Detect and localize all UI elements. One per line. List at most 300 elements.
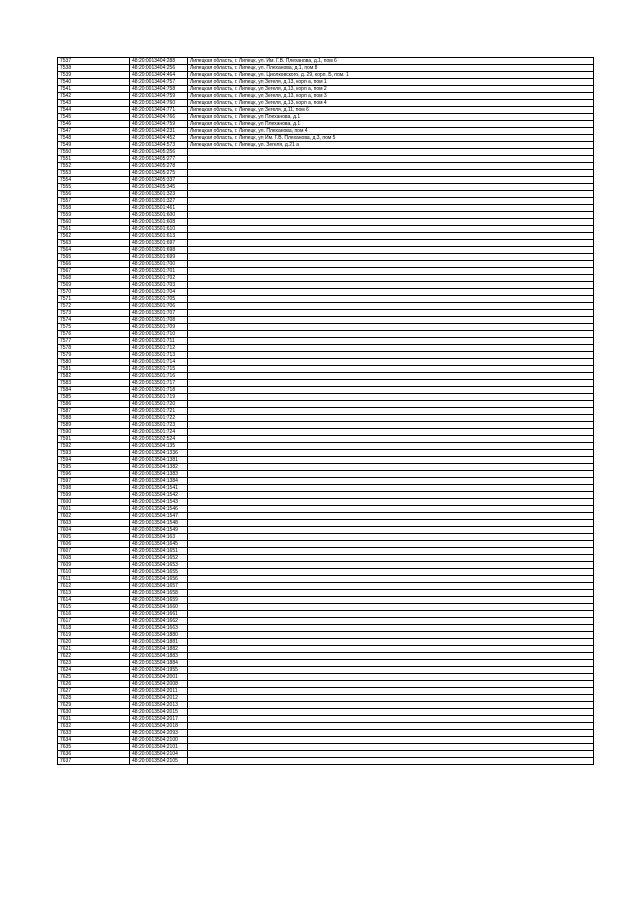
table-row [58, 506, 594, 513]
table-row [58, 289, 594, 296]
table-row [58, 457, 594, 464]
cadastral-number-cell: 48:20:0013504:1541 [130, 485, 188, 492]
cadastral-number-cell: 48:20:0013504:1336 [130, 450, 188, 457]
cadastral-number-cell: 48:20:0013501:699 [130, 254, 188, 261]
row-number-cell: 7579 [58, 352, 130, 359]
cadastral-number-cell: 48:20:0013501:710 [130, 331, 188, 338]
row-number-cell: 7547 [58, 128, 130, 135]
address-cell [188, 373, 594, 380]
cadastral-number-cell: 48:20:0013501:715 [130, 366, 188, 373]
table-row [58, 618, 594, 625]
address-cell [188, 366, 594, 373]
table-row [58, 576, 594, 583]
row-number-cell: 7593 [58, 450, 130, 457]
row-number-cell: 7635 [58, 744, 130, 751]
row-number-cell: 7545 [58, 114, 130, 121]
cadastral-number-cell: 48:20:0013501:610 [130, 226, 188, 233]
table-row [58, 513, 594, 520]
row-number-cell: 7582 [58, 373, 130, 380]
cadastral-number-cell: 48:20:0013404:766 [130, 114, 188, 121]
row-number-cell: 7603 [58, 520, 130, 527]
cadastral-number-cell: 48:20:0013501:716 [130, 373, 188, 380]
table-row [58, 254, 594, 261]
address-cell [188, 709, 594, 716]
address-cell: Липецкая область, г. Липецк, ул Зегеля, д.11, пом 6 [188, 107, 594, 114]
cadastral-number-cell: 48:20:0013504:1645 [130, 541, 188, 548]
table-row [58, 93, 594, 100]
row-number-cell: 7617 [58, 618, 130, 625]
cadastral-number-cell: 48:20:0013501:712 [130, 345, 188, 352]
cadastral-number-cell: 48:20:0013404:573 [130, 142, 188, 149]
table-row [58, 436, 594, 443]
table-row [58, 219, 594, 226]
table-row [58, 331, 594, 338]
address-cell: Липецкая область, г. Липецк, ул Зегеля, д.13, корп а, пом 3 [188, 93, 594, 100]
row-number-cell: 7606 [58, 541, 130, 548]
table-row [58, 723, 594, 730]
cadastral-number-cell: 48:20:0013404:231 [130, 128, 188, 135]
row-number-cell: 7632 [58, 723, 130, 730]
cadastral-number-cell: 48:20:0013501:697 [130, 240, 188, 247]
address-cell: Липецкая область, г. Липецк, ул. Зегеля, д.21 а [188, 142, 594, 149]
row-number-cell: 7609 [58, 562, 130, 569]
table-row [58, 205, 594, 212]
address-cell [188, 191, 594, 198]
row-number-cell: 7549 [58, 142, 130, 149]
address-cell: Липецкая область, г. Липецк, ул. Плеханова, д.1, пом 8 [188, 65, 594, 72]
address-cell [188, 737, 594, 744]
row-number-cell: 7573 [58, 310, 130, 317]
table-row [58, 422, 594, 429]
address-cell [188, 226, 594, 233]
row-number-cell: 7568 [58, 275, 130, 282]
address-cell [188, 352, 594, 359]
cadastral-number-cell: 48:20:0013501:721 [130, 408, 188, 415]
address-cell [188, 338, 594, 345]
address-cell [188, 576, 594, 583]
cadastral-number-cell: 48:20:0013504:1549 [130, 527, 188, 534]
table-row [58, 751, 594, 758]
row-number-cell: 7539 [58, 72, 130, 79]
address-cell [188, 716, 594, 723]
address-cell [188, 485, 594, 492]
table-row [58, 163, 594, 170]
address-cell [188, 548, 594, 555]
cadastral-number-cell: 48:20:0013504:1955 [130, 667, 188, 674]
cadastral-number-cell: 48:20:0013501:701 [130, 268, 188, 275]
address-cell [188, 555, 594, 562]
row-number-cell: 7576 [58, 331, 130, 338]
cadastral-number-cell: 48:20:0013504:1659 [130, 597, 188, 604]
address-cell [188, 289, 594, 296]
cadastral-number-cell: 48:20:0013405:337 [130, 177, 188, 184]
cadastral-number-cell: 48:20:0013501:718 [130, 387, 188, 394]
address-cell [188, 492, 594, 499]
table-row [58, 695, 594, 702]
address-cell [188, 303, 594, 310]
table-row [58, 590, 594, 597]
row-number-cell: 7554 [58, 177, 130, 184]
address-cell [188, 688, 594, 695]
row-number-cell: 7585 [58, 394, 130, 401]
address-cell [188, 443, 594, 450]
row-number-cell: 7596 [58, 471, 130, 478]
table-row [58, 527, 594, 534]
table-row [58, 338, 594, 345]
table-row [58, 184, 594, 191]
address-cell [188, 436, 594, 443]
row-number-cell: 7597 [58, 478, 130, 485]
address-cell [188, 667, 594, 674]
row-number-cell: 7546 [58, 121, 130, 128]
cadastral-number-cell: 48:20:0013504:1543 [130, 499, 188, 506]
cadastral-number-cell: 48:20:0013504:2017 [130, 716, 188, 723]
row-number-cell: 7630 [58, 709, 130, 716]
cadastral-number-cell: 48:20:0013504:163 [130, 534, 188, 541]
address-cell [188, 296, 594, 303]
row-number-cell: 7623 [58, 660, 130, 667]
address-cell [188, 541, 594, 548]
address-cell [188, 506, 594, 513]
table-row [58, 492, 594, 499]
address-cell [188, 429, 594, 436]
row-number-cell: 7560 [58, 219, 130, 226]
address-cell: Липецкая область, г. Липецк, ул Плеханова, д.1 [188, 121, 594, 128]
address-cell [188, 282, 594, 289]
table-row [58, 534, 594, 541]
cadastral-number-cell: 48:20:0013504:2101 [130, 744, 188, 751]
row-number-cell: 7583 [58, 380, 130, 387]
row-number-cell: 7620 [58, 639, 130, 646]
address-cell [188, 569, 594, 576]
address-cell [188, 681, 594, 688]
row-number-cell: 7555 [58, 184, 130, 191]
address-cell: Липецкая область, г. Липецк, ул Зегеля, д.13, корп а, пом 4 [188, 100, 594, 107]
table-row [58, 744, 594, 751]
table-row [58, 128, 594, 135]
row-number-cell: 7612 [58, 583, 130, 590]
address-cell [188, 177, 594, 184]
row-number-cell: 7600 [58, 499, 130, 506]
row-number-cell: 7619 [58, 632, 130, 639]
cadastral-number-cell: 48:20:0013504:1882 [130, 646, 188, 653]
address-cell [188, 583, 594, 590]
row-number-cell: 7626 [58, 681, 130, 688]
cadastral-number-cell: 48:20:0013504:1660 [130, 604, 188, 611]
address-cell [188, 471, 594, 478]
cadastral-number-cell: 48:20:0013504:1381 [130, 457, 188, 464]
cadastral-number-cell: 48:20:0013501:707 [130, 310, 188, 317]
cadastral-number-cell: 48:20:0013405:275 [130, 170, 188, 177]
table-row [58, 639, 594, 646]
table-row [58, 583, 594, 590]
cadastral-number-cell: 48:20:0013504:2100 [130, 737, 188, 744]
table-row [58, 464, 594, 471]
row-number-cell: 7608 [58, 555, 130, 562]
table-row [58, 100, 594, 107]
table-row [58, 65, 594, 72]
table-row [58, 429, 594, 436]
address-cell [188, 660, 594, 667]
row-number-cell: 7618 [58, 625, 130, 632]
cadastral-number-cell: 48:20:0013405:278 [130, 163, 188, 170]
row-number-cell: 7567 [58, 268, 130, 275]
table-row [58, 604, 594, 611]
table-row [58, 702, 594, 709]
row-number-cell: 7595 [58, 464, 130, 471]
table-row [58, 401, 594, 408]
row-number-cell: 7559 [58, 212, 130, 219]
address-cell [188, 639, 594, 646]
address-cell: Липецкая область, г. Липецк, ул. Циолковского, д. 29, корп. Б, пом. 1 [188, 72, 594, 79]
row-number-cell: 7604 [58, 527, 130, 534]
row-number-cell: 7552 [58, 163, 130, 170]
table-row [58, 268, 594, 275]
cadastral-number-cell: 48:20:0013504:135 [130, 443, 188, 450]
address-cell [188, 730, 594, 737]
cadastral-number-cell: 48:20:0013501:722 [130, 415, 188, 422]
row-number-cell: 7537 [58, 58, 130, 65]
row-number-cell: 7553 [58, 170, 130, 177]
row-number-cell: 7624 [58, 667, 130, 674]
row-number-cell: 7571 [58, 296, 130, 303]
table-row [58, 709, 594, 716]
row-number-cell: 7562 [58, 233, 130, 240]
address-cell: Липецкая область, г. Липецк, ул Им. Г.В. Плеханова, д.3, пом 5 [188, 135, 594, 142]
address-cell [188, 534, 594, 541]
cadastral-number-cell: 48:20:0013504:2093 [130, 730, 188, 737]
cadastral-number-cell: 48:20:0013404:464 [130, 72, 188, 79]
table-row [58, 107, 594, 114]
address-cell [188, 317, 594, 324]
cadastral-number-cell: 48:20:0013404:256 [130, 65, 188, 72]
cadastral-number-cell: 48:20:0013404:759 [130, 93, 188, 100]
table-row [58, 121, 594, 128]
cadastral-number-cell: 48:20:0013501:327 [130, 198, 188, 205]
address-cell [188, 520, 594, 527]
cadastral-number-cell: 48:20:0013405:256 [130, 149, 188, 156]
table-row [58, 359, 594, 366]
cadastral-number-cell: 48:20:0013504:1663 [130, 625, 188, 632]
cadastral-number-cell: 48:20:0013501:461 [130, 205, 188, 212]
cadastral-number-cell: 48:20:0013501:323 [130, 191, 188, 198]
table-row [58, 415, 594, 422]
address-cell [188, 170, 594, 177]
cadastral-number-cell: 48:20:0013504:1662 [130, 618, 188, 625]
row-number-cell: 7550 [58, 149, 130, 156]
row-number-cell: 7570 [58, 289, 130, 296]
table-row [58, 660, 594, 667]
table-row [58, 212, 594, 219]
address-cell [188, 478, 594, 485]
row-number-cell: 7602 [58, 513, 130, 520]
cadastral-number-cell: 48:20:0013504:1884 [130, 660, 188, 667]
address-cell [188, 653, 594, 660]
row-number-cell: 7580 [58, 359, 130, 366]
table-row [58, 317, 594, 324]
table-row [58, 737, 594, 744]
address-cell [188, 205, 594, 212]
address-cell [188, 695, 594, 702]
row-number-cell: 7538 [58, 65, 130, 72]
table-row [58, 156, 594, 163]
address-cell [188, 254, 594, 261]
table-row [58, 485, 594, 492]
row-number-cell: 7616 [58, 611, 130, 618]
table-row [58, 79, 594, 86]
address-cell [188, 415, 594, 422]
address-cell [188, 247, 594, 254]
table-row [58, 226, 594, 233]
table-row [58, 366, 594, 373]
row-number-cell: 7544 [58, 107, 130, 114]
cadastral-number-cell: 48:20:0013501:719 [130, 394, 188, 401]
table-row [58, 303, 594, 310]
cadastral-number-cell: 48:20:0013504:2001 [130, 674, 188, 681]
address-cell [188, 359, 594, 366]
cadastral-number-cell: 48:20:0013504:1661 [130, 611, 188, 618]
table-row [58, 345, 594, 352]
row-number-cell: 7566 [58, 261, 130, 268]
table-row [58, 758, 594, 765]
table-row [58, 597, 594, 604]
cadastral-number-cell: 48:20:0013501:709 [130, 324, 188, 331]
address-cell [188, 611, 594, 618]
cadastral-number-cell: 48:20:0013405:277 [130, 156, 188, 163]
table-row [58, 548, 594, 555]
row-number-cell: 7542 [58, 93, 130, 100]
row-number-cell: 7611 [58, 576, 130, 583]
row-number-cell: 7636 [58, 751, 130, 758]
row-number-cell: 7590 [58, 429, 130, 436]
row-number-cell: 7592 [58, 443, 130, 450]
address-cell [188, 268, 594, 275]
table-row [58, 373, 594, 380]
cadastre-table [57, 57, 594, 765]
address-cell [188, 562, 594, 569]
table-row [58, 296, 594, 303]
cadastral-number-cell: 48:20:0013501:723 [130, 422, 188, 429]
row-number-cell: 7627 [58, 688, 130, 695]
row-number-cell: 7556 [58, 191, 130, 198]
row-number-cell: 7561 [58, 226, 130, 233]
cadastral-number-cell: 48:20:0013404:771 [130, 107, 188, 114]
address-cell [188, 450, 594, 457]
cadastral-number-cell: 48:20:0013501:700 [130, 261, 188, 268]
row-number-cell: 7633 [58, 730, 130, 737]
row-number-cell: 7591 [58, 436, 130, 443]
cadastral-number-cell: 48:20:0013501:714 [130, 359, 188, 366]
cadastral-number-cell: 48:20:0013404:452 [130, 135, 188, 142]
address-cell [188, 632, 594, 639]
row-number-cell: 7629 [58, 702, 130, 709]
table-row [58, 114, 594, 121]
address-cell [188, 387, 594, 394]
table-row [58, 541, 594, 548]
cadastral-number-cell: 48:20:0013501:706 [130, 303, 188, 310]
table-row [58, 478, 594, 485]
row-number-cell: 7586 [58, 401, 130, 408]
address-cell [188, 618, 594, 625]
cadastral-number-cell: 48:20:0013504:2105 [130, 758, 188, 765]
address-cell [188, 464, 594, 471]
row-number-cell: 7631 [58, 716, 130, 723]
cadastral-number-cell: 48:20:0013504:1384 [130, 478, 188, 485]
address-cell [188, 310, 594, 317]
address-cell [188, 240, 594, 247]
cadastral-number-cell: 48:20:0013501:608 [130, 219, 188, 226]
cadastral-number-cell: 48:20:0013504:2012 [130, 695, 188, 702]
table-row [58, 275, 594, 282]
table-row [58, 653, 594, 660]
row-number-cell: 7621 [58, 646, 130, 653]
cadastral-number-cell: 48:20:0013504:2013 [130, 702, 188, 709]
table-row [58, 688, 594, 695]
table-row [58, 198, 594, 205]
cadastral-number-cell: 48:20:0013501:613 [130, 233, 188, 240]
table-body [58, 58, 594, 765]
row-number-cell: 7581 [58, 366, 130, 373]
cadastral-number-cell: 48:20:0013504:2011 [130, 688, 188, 695]
cadastral-number-cell: 48:20:0013504:1651 [130, 548, 188, 555]
row-number-cell: 7577 [58, 338, 130, 345]
table-row [58, 443, 594, 450]
table-row [58, 562, 594, 569]
cadastral-number-cell: 48:20:0013504:1657 [130, 583, 188, 590]
cadastral-number-cell: 48:20:0013504:1542 [130, 492, 188, 499]
cadastral-number-cell: 48:20:0013504:2018 [130, 723, 188, 730]
address-cell [188, 744, 594, 751]
table-row [58, 149, 594, 156]
table-row [58, 667, 594, 674]
table-row [58, 450, 594, 457]
cadastral-number-cell: 48:20:0013502:524 [130, 436, 188, 443]
table-row [58, 72, 594, 79]
address-cell [188, 499, 594, 506]
table-row [58, 324, 594, 331]
address-cell [188, 331, 594, 338]
row-number-cell: 7565 [58, 254, 130, 261]
cadastral-number-cell: 48:20:0013501:702 [130, 275, 188, 282]
row-number-cell: 7607 [58, 548, 130, 555]
table-row [58, 352, 594, 359]
table-row [58, 611, 594, 618]
table-row [58, 191, 594, 198]
address-cell [188, 625, 594, 632]
row-number-cell: 7614 [58, 597, 130, 604]
cadastral-number-cell: 48:20:0013504:1652 [130, 555, 188, 562]
table-row [58, 569, 594, 576]
cadastral-number-cell: 48:20:0013501:708 [130, 317, 188, 324]
row-number-cell: 7574 [58, 317, 130, 324]
cadastral-number-cell: 48:20:0013501:600 [130, 212, 188, 219]
address-cell [188, 674, 594, 681]
row-number-cell: 7584 [58, 387, 130, 394]
row-number-cell: 7625 [58, 674, 130, 681]
cadastral-number-cell: 48:20:0013504:1656 [130, 576, 188, 583]
cadastral-number-cell: 48:20:0013504:2008 [130, 681, 188, 688]
table-row [58, 135, 594, 142]
address-cell [188, 219, 594, 226]
table-row [58, 674, 594, 681]
address-cell [188, 408, 594, 415]
row-number-cell: 7588 [58, 415, 130, 422]
address-cell: Липецкая область, г. Липецк, ул Зегеля, д.13, корп а, пом 2 [188, 86, 594, 93]
address-cell [188, 394, 594, 401]
table-row [58, 282, 594, 289]
cadastral-number-cell: 48:20:0013501:711 [130, 338, 188, 345]
row-number-cell: 7548 [58, 135, 130, 142]
